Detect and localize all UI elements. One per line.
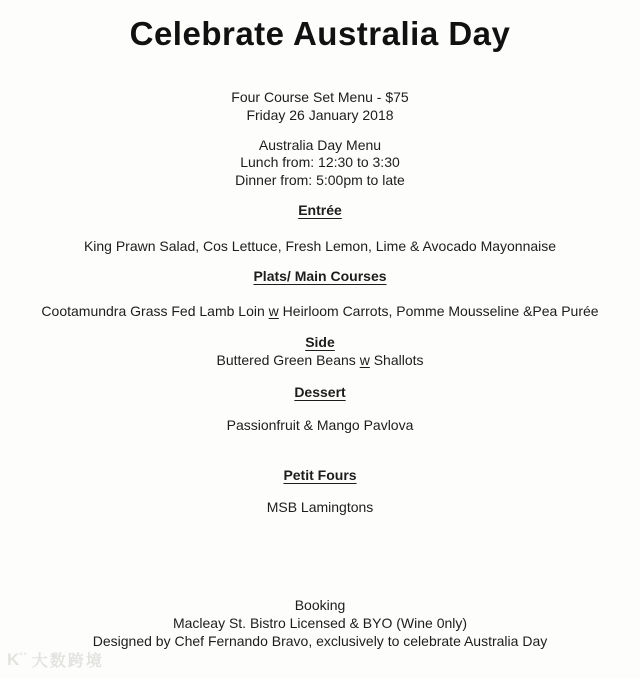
- mains-item-prefix: Cootamundra Grass Fed Lamb Loin: [41, 303, 269, 319]
- set-menu-line: Four Course Set Menu - $75: [231, 89, 409, 105]
- side-heading: Side: [305, 334, 335, 350]
- mains-item: [0, 302, 640, 320]
- dessert-item: Passionfruit & Mango Pavlova: [226, 417, 414, 433]
- mains-item-with: w: [268, 303, 279, 319]
- side-item: [0, 351, 640, 369]
- date-line: Friday 26 January 2018: [246, 107, 394, 123]
- petit-fours-item: MSB Lamingtons: [266, 499, 374, 515]
- designer-line: Designed by Chef Fernando Bravo, exclusively to celebrate Australia Day: [92, 633, 548, 649]
- dessert-heading: Dessert: [294, 384, 346, 400]
- menu-title: Celebrate Australia Day: [129, 15, 511, 52]
- dinner-hours-line: Dinner from: 5:00pm to late: [235, 172, 405, 188]
- mains-item-suffix: Heirloom Carrots, Pomme Mousseline &Pea Purée: [278, 303, 599, 319]
- side-item-suffix: Shallots: [369, 352, 424, 368]
- entree-item: King Prawn Salad, Cos Lettuce, Fresh Lemon, Lime & Avocado Mayonnaise: [83, 238, 557, 254]
- watermark: [7, 648, 104, 671]
- side-item-prefix: Buttered Green Beans: [216, 352, 360, 368]
- lunch-hours-line: Lunch from: 12:30 to 3:30: [240, 154, 400, 170]
- venue-line: Macleay St. Bistro Licensed & BYO (Wine 0nly): [172, 615, 468, 631]
- mains-heading: Plats/ Main Courses: [253, 268, 387, 284]
- petit-fours-heading: Petit Fours: [283, 467, 357, 483]
- entree-heading: Entrée: [298, 202, 342, 218]
- side-item-with: w: [359, 352, 370, 368]
- booking-label: Booking: [294, 597, 346, 613]
- menu-name-line: Australia Day Menu: [258, 137, 382, 153]
- watermark-text: 大数跨境: [31, 653, 104, 670]
- watermark-logo-icon: K°°: [7, 649, 28, 669]
